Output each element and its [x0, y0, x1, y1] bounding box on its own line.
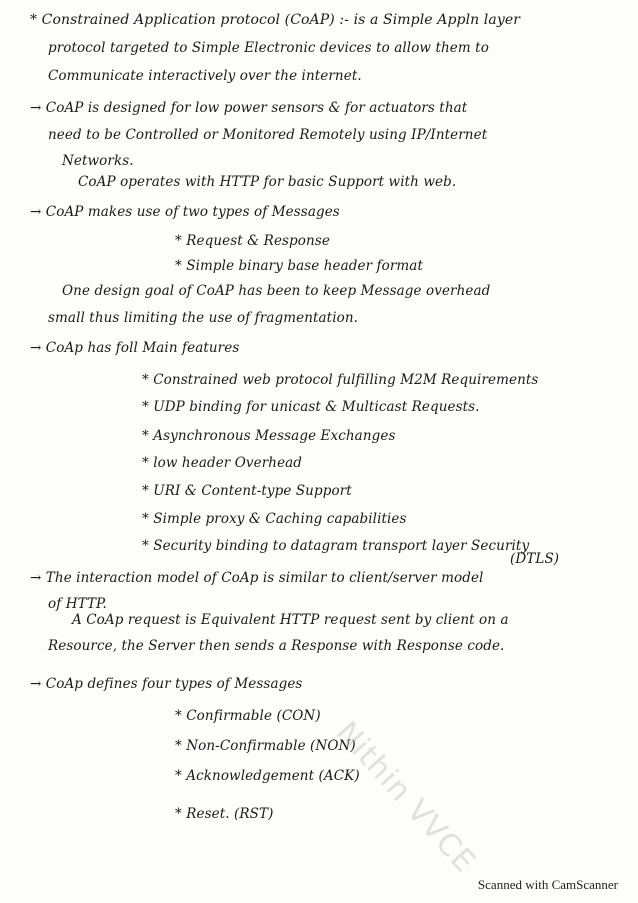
text-line: → CoAp has foll Main features [30, 340, 240, 356]
text-line: * Constrained web protocol fulfilling M2M Requirements [142, 372, 539, 388]
scanner-footer: Scanned with CamScanner [477, 877, 618, 892]
text-line: → The interaction model of CoAp is similar to client/server model [30, 570, 484, 586]
text-line: → CoAp defines four types of Messages [30, 676, 303, 692]
text-line: → CoAP makes use of two types of Messages [30, 204, 340, 220]
text-line: * Acknowledgement (ACK) [175, 768, 360, 784]
text-line: * Asynchronous Message Exchanges [142, 428, 396, 444]
text-line: Networks. [62, 153, 134, 169]
text-line: * Non-Confirmable (NON) [175, 738, 356, 754]
text-line: * URI & Content-type Support [142, 483, 352, 499]
text-line: Communicate interactively over the internet. [48, 68, 362, 84]
text-line: * Simple binary base header format [175, 258, 423, 274]
text-line: of HTTP. [48, 596, 107, 612]
text-line: * Reset. (RST) [175, 806, 274, 822]
watermark: Nithin VVCE [328, 715, 483, 880]
text-line: * Constrained Application protocol (CoAP) :- is a Simple Appln layer [30, 12, 521, 28]
text-line: * Confirmable (CON) [175, 708, 321, 724]
text-line: A CoAp request is Equivalent HTTP request sent by client on a [72, 612, 509, 628]
text-line: * Simple proxy & Caching capabilities [142, 511, 407, 527]
text-line: need to be Controlled or Monitored Remotely using IP/Internet [48, 127, 488, 143]
text-line: (DTLS) [510, 551, 560, 567]
text-line: * Request & Response [175, 233, 330, 249]
text-line: CoAP operates with HTTP for basic Support with web. [78, 174, 457, 190]
text-line: → CoAP is designed for low power sensors & for actuators that [30, 100, 468, 116]
text-line: * UDP binding for unicast & Multicast Requests. [142, 399, 480, 415]
text-line: protocol targeted to Simple Electronic devices to allow them to [48, 40, 489, 56]
text-line: * Security binding to datagram transport layer Security [142, 538, 530, 554]
text-line: Resource, the Server then sends a Response with Response code. [48, 638, 505, 654]
text-line: small thus limiting the use of fragmentation. [48, 310, 359, 326]
text-line: * low header Overhead [142, 455, 303, 471]
text-line: One design goal of CoAP has been to keep Message overhead [62, 283, 491, 299]
